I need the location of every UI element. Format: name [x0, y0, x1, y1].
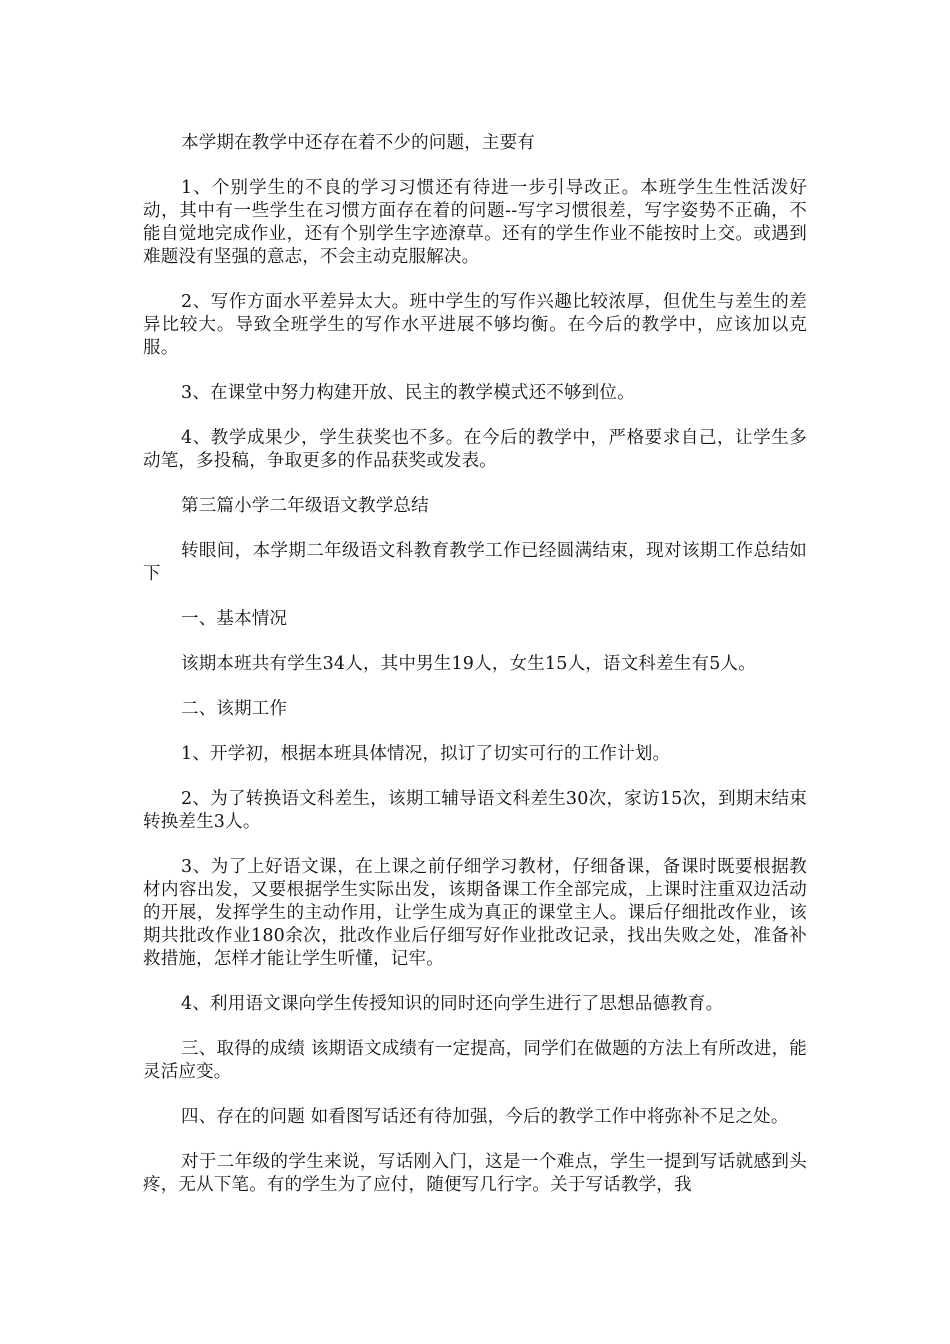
paragraph-work-2: 2、为了转换语文科差生，该期工辅导语文科差生30次，家访15次，到期末结束转换差生3人。: [143, 789, 807, 832]
heading-term-work: 二、该期工作: [181, 699, 288, 719]
paragraph-existing-problems: 四、存在的问题 如看图写话还有待加强，今后的教学工作中将弥补不足之处。: [181, 1107, 789, 1127]
paragraph-problems-intro: 本学期在教学中还存在着不少的问题，主要有: [181, 133, 535, 153]
section-title: 第三篇小学二年级语文教学总结: [181, 496, 429, 516]
paragraph-work-1: 1、开学初，根据本班具体情况，拟订了切实可行的工作计划。: [181, 744, 671, 764]
paragraph-work-3: 3、为了上好语文课，在上课之前仔细学习教材，仔细备课，备课时既要根据教材内容出发，又要根据学生实际出发，该期备课工作全部完成，上课时注重双边活动的开展，发挥学生的主动作用，让学生成为真正的课堂主人。课后仔细批改作业，该期共批改作业180余次，批改作业后仔细写好作业批改记录，找出失败之处，准备补救措施，怎样才能让学生听懂，记牢。: [143, 857, 807, 969]
paragraph-summary-intro: 转眼间，本学期二年级语文科教育教学工作已经圆满结束，现对该期工作总结如下: [143, 541, 807, 584]
paragraph-problem-1: 1、个别学生的不良的学习习惯还有待进一步引导改正。本班学生生性活泼好动，其中有一些学生在习惯方面存在着的问题--写字习惯很差，写字姿势不正确，不能自觉地完成作业，还有个别学生字迹潦草。还有的学生作业不能按时上交。或遇到难题没有坚强的意志，不会主动克服解决。: [143, 178, 807, 267]
paragraph-achievements: 三、取得的成绩 该期语文成绩有一定提高，同学们在做题的方法上有所改进，能灵活应变。: [143, 1039, 807, 1082]
paragraph-problem-4: 4、教学成果少，学生获奖也不多。在今后的教学中，严格要求自己，让学生多动笔，多投稿，争取更多的作品获奖或发表。: [143, 428, 807, 471]
heading-basic-situation: 一、基本情况: [181, 609, 288, 629]
paragraph-work-4: 4、利用语文课向学生传授知识的同时还向学生进行了思想品德教育。: [181, 994, 724, 1014]
paragraph-problem-3: 3、在课堂中努力构建开放、民主的教学模式还不够到位。: [181, 383, 635, 403]
document-page: [143, 132, 807, 1219]
paragraph-writing-teaching: 对于二年级的学生来说，写话刚入门，这是一个难点，学生一提到写话就感到头疼，无从下笔。有的学生为了应付，随便写几行字。关于写话教学，我: [143, 1152, 807, 1195]
paragraph-basic-situation: 该期本班共有学生34人，其中男生19人，女生15人，语文科差生有5人。: [181, 654, 756, 674]
paragraph-problem-2: 2、写作方面水平差异太大。班中学生的写作兴趣比较浓厚，但优生与差生的差异比较大。导致全班学生的写作水平进展不够均衡。在今后的教学中，应该加以克服。: [143, 292, 807, 358]
